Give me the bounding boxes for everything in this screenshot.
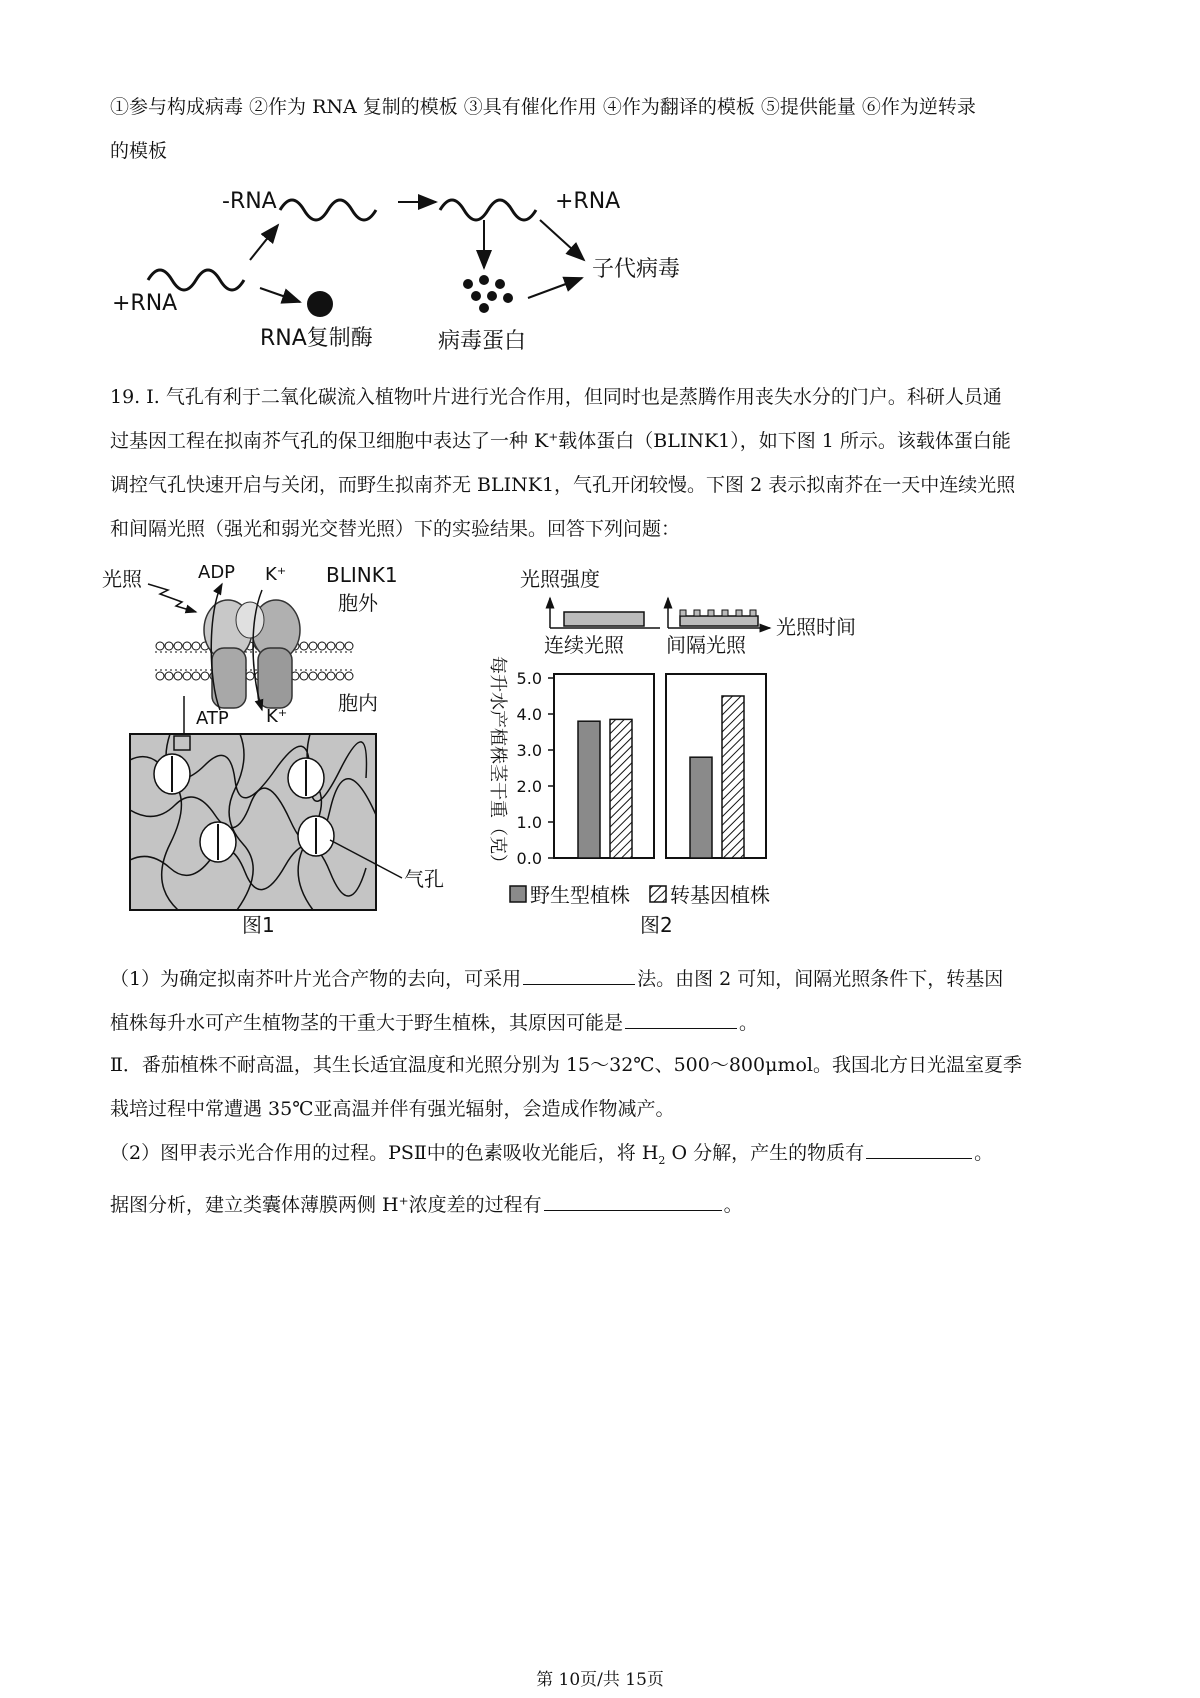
fig2-caption: 图2 — [640, 913, 673, 937]
y-tick-label: 2.0 — [516, 777, 542, 796]
pos-rna-wave-right — [440, 200, 536, 220]
virus-replication-diagram — [100, 180, 720, 360]
arrow-rna-to-progeny — [540, 220, 584, 260]
arrow-to-neg-rna — [250, 225, 278, 260]
page-footer: 第 10页/共 15页 — [536, 1670, 664, 1690]
bar-transgenic-intermittent — [722, 696, 744, 858]
bar-wild-continuous — [578, 721, 600, 858]
q2-text-e: 。 — [723, 1194, 743, 1216]
intro-line-1: ①参与构成病毒 ②作为 RNA 复制的模板 ③具有催化作用 ④作为翻译的模板 ⑤提供能量 ⑥作为逆转录 — [110, 96, 976, 118]
legend-wild-label: 野生型植株 — [530, 883, 630, 907]
pos-rna-wave-left — [148, 270, 244, 290]
q1-text-c: 植株每升水可产生植物茎的干重大于野生植株，其原因可能是 — [110, 1012, 624, 1034]
light-label: 光照 — [102, 567, 142, 591]
legend-wild-swatch — [510, 886, 526, 902]
continuous-light-bar — [564, 612, 644, 626]
time-label: 光照时间 — [776, 615, 856, 639]
q1-blank-1[interactable] — [523, 983, 635, 985]
viral-protein-label: 病毒蛋白 — [438, 329, 527, 354]
pos-rna-left-label: +RNA — [112, 291, 178, 316]
q19-line-4: 和间隔光照（强光和弱光交替光照）下的实验结果。回答下列问题： — [110, 518, 681, 540]
intro-line-2: 的模板 — [110, 140, 168, 162]
y-tick-label: 1.0 — [516, 813, 542, 832]
q1-blank-2[interactable] — [625, 1027, 737, 1029]
q2-line-2 — [110, 1196, 743, 1215]
q2-text-c: 。 — [974, 1142, 994, 1164]
viral-protein-dots — [463, 275, 513, 313]
q19-line-1: 19. I. 气孔有利于二氧化碳流入植物叶片进行光合作用，但同时也是蒸腾作用丧失水分的门户。科研人员通 — [110, 386, 1002, 408]
q2-blank-2[interactable] — [544, 1209, 722, 1211]
light-zigzag — [148, 584, 196, 612]
y-tick-label: 3.0 — [516, 741, 542, 760]
y-tick-label: 0.0 — [516, 849, 542, 868]
continuous-label: 连续光照 — [544, 633, 624, 657]
intermittent-light-bar — [680, 616, 758, 626]
outside-label: 胞外 — [338, 591, 378, 615]
replicase-label: RNA复制酶 — [260, 326, 373, 351]
adp-label: ADP — [198, 562, 236, 583]
neg-rna-label: -RNA — [222, 189, 277, 214]
y-tick-label: 5.0 — [516, 669, 542, 688]
pos-rna-right-label: +RNA — [555, 189, 621, 214]
blink-label: BLINK1 — [326, 563, 398, 587]
q19-line-2: 过基因工程在拟南芥气孔的保卫细胞中表达了一种 K⁺载体蛋白（BLINK1），如下图 1 所示。该载体蛋白能 — [110, 430, 1011, 452]
atp-label: ATP — [196, 708, 229, 729]
q2-blank-1[interactable] — [866, 1157, 972, 1159]
q1-text-b: 法。由图 2 可知，间隔光照条件下，转基因 — [637, 968, 1004, 990]
q2-text-b: O 分解，产生的物质有 — [665, 1142, 865, 1164]
progeny-virus-label: 子代病毒 — [592, 257, 681, 282]
inside-label: 胞内 — [338, 691, 378, 715]
k-top-label: K⁺ — [265, 564, 287, 585]
replicase-dot — [307, 291, 333, 317]
y-tick-label: 4.0 — [516, 705, 542, 724]
part2-line-2: 栽培过程中常遭遇 35℃亚高温并伴有强光辐射，会造成作物减产。 — [110, 1098, 675, 1120]
figure-1 — [100, 560, 480, 950]
figure-2 — [487, 560, 900, 950]
y-axis-label: 每升水产植株茎干重（克） — [487, 656, 508, 872]
q2-text-a: （2）图甲表示光合作用的过程。PSⅡ中的色素吸收光能后，将 H — [110, 1142, 659, 1164]
q2-line-1 — [110, 1144, 993, 1166]
q2-subscript: 2 — [658, 1153, 666, 1167]
chart-panel — [554, 674, 654, 858]
neg-rna-wave — [280, 200, 376, 220]
arrow-to-replicase — [260, 288, 300, 302]
legend-trans-label: 转基因植株 — [670, 883, 770, 907]
intermittent-pulses — [680, 610, 756, 616]
q1-text-d: 。 — [739, 1012, 759, 1034]
q19-line-3: 调控气孔快速开启与关闭，而野生拟南芥无 BLINK1，气孔开闭较慢。下图 2 表示拟南芥在一天中连续光照 — [110, 474, 1016, 496]
q1-line-1 — [110, 970, 1003, 989]
q1-text-a: （1）为确定拟南芥叶片光合产物的去向，可采用 — [110, 968, 522, 990]
fig1-caption: 图1 — [242, 913, 275, 937]
chart-panel — [666, 674, 766, 858]
q1-line-2 — [110, 1014, 758, 1033]
arrow-protein-to-progeny — [528, 278, 582, 298]
bar-wild-intermittent — [690, 757, 712, 858]
bar-transgenic-continuous — [610, 719, 632, 858]
intermittent-label: 间隔光照 — [666, 633, 746, 657]
k-bottom-label: K⁺ — [266, 706, 288, 727]
legend-trans-swatch — [650, 886, 666, 902]
part2-line-1: Ⅱ．番茄植株不耐高温，其生长适宜温度和光照分别为 15～32℃、500～800μmol。我国北方日光温室夏季 — [110, 1054, 1022, 1076]
q2-text-d: 据图分析，建立类囊体薄膜两侧 H⁺浓度差的过程有 — [110, 1194, 542, 1216]
stoma-label: 气孔 — [404, 867, 444, 891]
intensity-label: 光照强度 — [520, 567, 600, 591]
